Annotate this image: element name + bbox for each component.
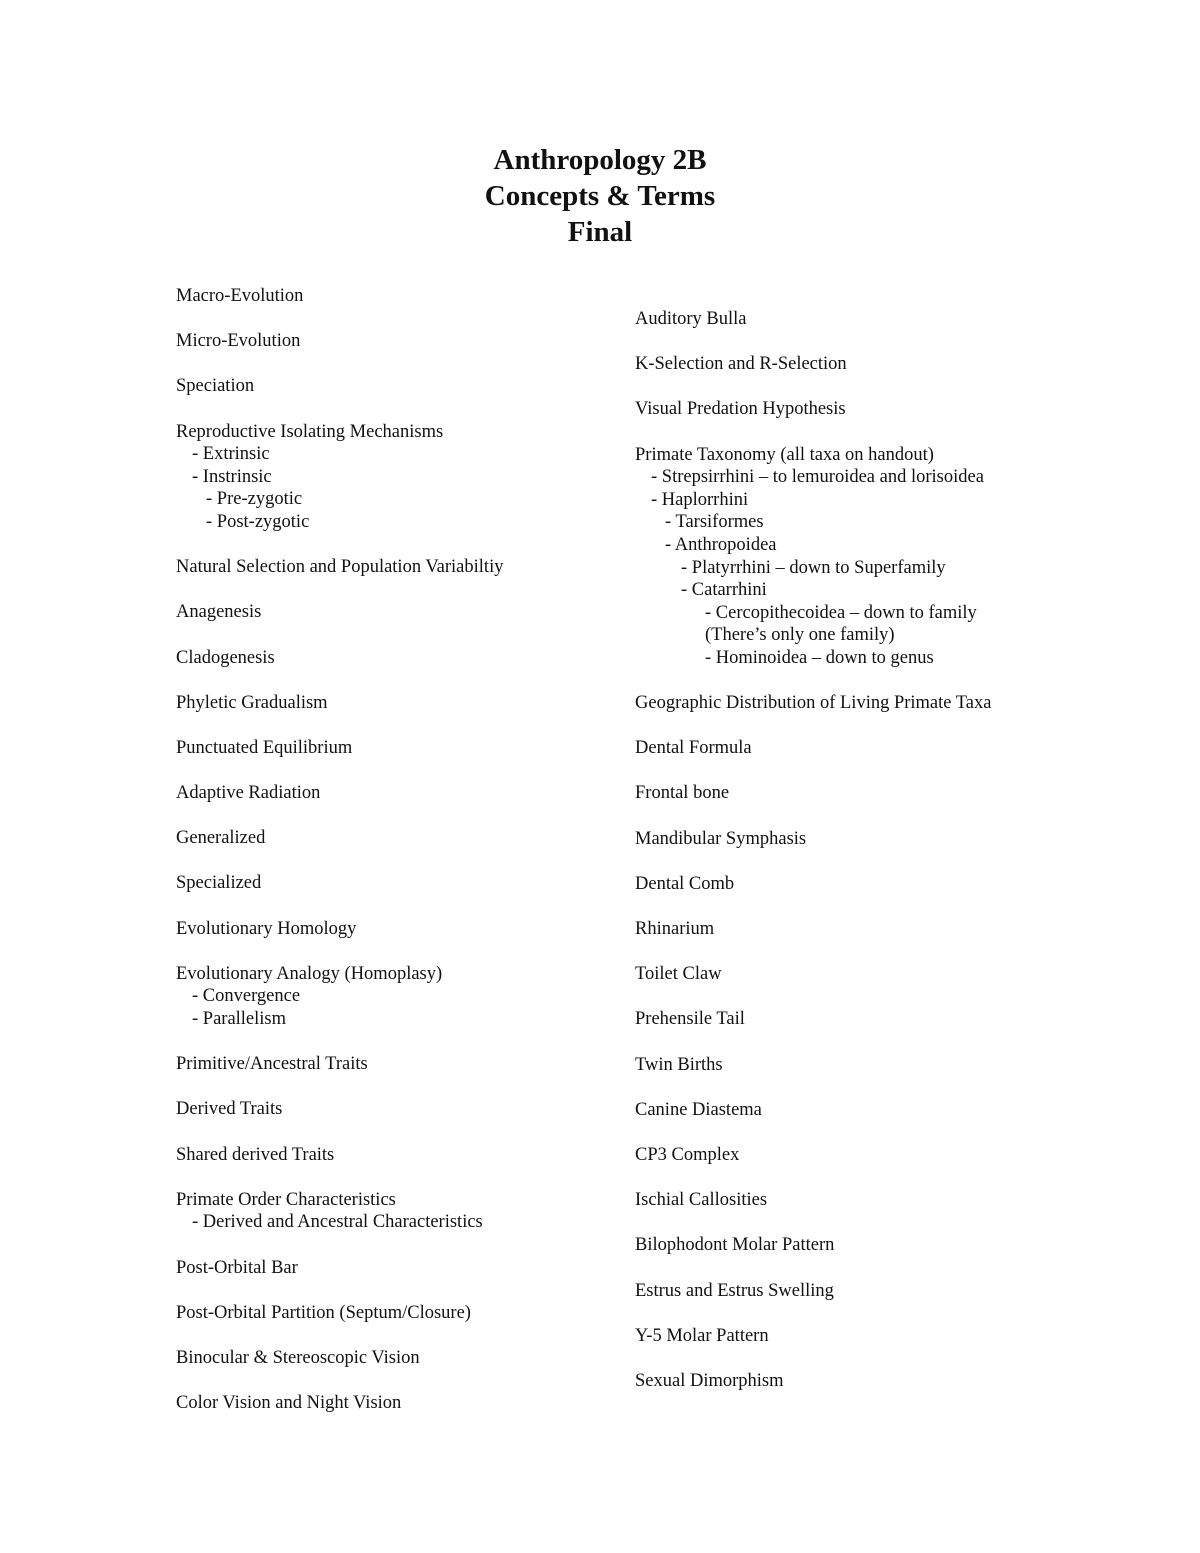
term-entry: [176, 1302, 606, 1325]
term-entry: [635, 692, 1095, 715]
term: Dental Comb: [635, 873, 735, 894]
term: Sexual Dimorphism: [635, 1370, 784, 1391]
term: K-Selection and R-Selection: [635, 354, 847, 375]
term-entry: [176, 963, 606, 1031]
sub-term: - Strepsirrhini – to lemuroidea and lorisoidea: [651, 467, 984, 488]
right-term-column: [635, 308, 1095, 1415]
term: Shared derived Traits: [176, 1144, 335, 1165]
term: Primate Taxonomy (all taxa on handout): [635, 444, 934, 465]
term-entry: [176, 375, 606, 398]
term: Geographic Distribution of Living Primate Taxa: [635, 693, 992, 714]
term: Toilet Claw: [635, 964, 722, 985]
sub-term: - Extrinsic: [192, 444, 270, 465]
term-entry: [635, 828, 1095, 851]
term-entry: [635, 1280, 1095, 1303]
term: Canine Diastema: [635, 1099, 762, 1120]
term-entry: [635, 737, 1095, 760]
term: Micro-Evolution: [176, 331, 301, 352]
document-title: [0, 142, 1200, 250]
term-entry: [176, 827, 606, 850]
term-entry: [635, 782, 1095, 805]
term: Specialized: [176, 873, 262, 894]
term: Phyletic Gradualism: [176, 692, 328, 713]
term-entry: [176, 1053, 606, 1076]
term: Bilophodont Molar Pattern: [635, 1235, 835, 1256]
term: Primitive/Ancestral Traits: [176, 1054, 368, 1075]
sub-term: - Pre-zygotic: [206, 489, 303, 510]
term: Twin Births: [635, 1054, 723, 1075]
term: Dental Formula: [635, 738, 752, 759]
term-entry: [176, 330, 606, 353]
term-entry: [635, 1008, 1095, 1031]
term: Punctuated Equilibrium: [176, 737, 353, 758]
sub-term: - Derived and Ancestral Characteristics: [192, 1212, 483, 1233]
term: Rhinarium: [635, 919, 715, 940]
title-exam: Final: [567, 216, 633, 248]
term: Mandibular Symphasis: [635, 828, 807, 849]
term: Adaptive Radiation: [176, 783, 321, 804]
sub-term: - Parallelism: [192, 1009, 287, 1029]
term-entry: [176, 1144, 606, 1167]
term: Derived Traits: [176, 1099, 283, 1120]
term: Evolutionary Analogy (Homoplasy): [176, 963, 443, 984]
term: Prehensile Tail: [635, 1009, 745, 1030]
term-entry: [635, 1234, 1095, 1257]
term-entry: [176, 872, 606, 895]
term: Post-Orbital Partition (Septum/Closure): [176, 1302, 471, 1323]
term: Y-5 Molar Pattern: [635, 1325, 769, 1346]
term-entry: [635, 918, 1095, 941]
left-term-column: [176, 285, 606, 1437]
term-entry: [176, 556, 606, 579]
sub-term: - Tarsiformes: [665, 512, 764, 533]
term: Reproductive Isolating Mechanisms: [176, 421, 444, 442]
term-entry: [176, 782, 606, 805]
sub-term: - Catarrhini: [681, 580, 767, 601]
term-entry: [176, 421, 606, 534]
term: Visual Predation Hypothesis: [635, 399, 846, 420]
title-subject: Concepts & Terms: [484, 180, 716, 212]
sub-term: - Anthropoidea: [665, 534, 777, 555]
term-entry: [176, 1189, 606, 1234]
term-entry: [176, 1257, 606, 1280]
term: Macro-Evolution: [176, 286, 304, 306]
term: Evolutionary Homology: [176, 918, 357, 939]
term: Binocular & Stereoscopic Vision: [176, 1347, 420, 1368]
term: Frontal bone: [635, 783, 730, 804]
term-entry: [176, 601, 606, 624]
term-entry: [176, 1392, 606, 1415]
term: Color Vision and Night Vision: [176, 1393, 402, 1414]
sub-term: - Hominoidea – down to genus: [705, 647, 934, 668]
sub-term: - Instrinsic: [192, 466, 272, 487]
term-entry: [176, 1347, 606, 1370]
sub-term: - Cercopithecoidea – down to family: [705, 602, 977, 623]
sub-term: - Post-zygotic: [206, 511, 310, 532]
term: Cladogenesis: [176, 647, 275, 668]
term: Estrus and Estrus Swelling: [635, 1280, 834, 1301]
term: Ischial Callosities: [635, 1190, 768, 1211]
term-entry: [176, 692, 606, 715]
term-entry: [635, 1189, 1095, 1212]
term-entry: [635, 1370, 1095, 1393]
term-entry: [176, 737, 606, 760]
term-entry: [176, 918, 606, 941]
term: Primate Order Characteristics: [176, 1189, 396, 1210]
term-entry: [635, 353, 1095, 376]
term-entry: [635, 1144, 1095, 1167]
term-entry: [635, 444, 1095, 670]
sub-term: - Haplorrhini: [651, 489, 749, 510]
term: Auditory Bulla: [635, 309, 747, 329]
term: Anagenesis: [176, 602, 262, 623]
title-course: Anthropology 2B: [493, 144, 707, 176]
sub-term-note: (There’s only one family): [705, 625, 895, 646]
term-entry: [635, 873, 1095, 896]
term-entry: [635, 963, 1095, 986]
term-entry: [176, 647, 606, 670]
term: Speciation: [176, 376, 255, 397]
term-entry: [635, 1325, 1095, 1348]
term-entry: [635, 308, 1095, 331]
term-entry: [635, 1054, 1095, 1077]
term: Post-Orbital Bar: [176, 1257, 298, 1278]
term: Generalized: [176, 828, 266, 849]
term: CP3 Complex: [635, 1144, 740, 1165]
term: Natural Selection and Population Variabiltiy: [176, 557, 504, 578]
term-entry: [635, 1099, 1095, 1122]
sub-term: - Platyrrhini – down to Superfamily: [681, 557, 946, 578]
sub-term: - Convergence: [192, 986, 301, 1007]
term-entry: [176, 1098, 606, 1121]
term-entry: [176, 285, 606, 308]
term-entry: [635, 398, 1095, 421]
